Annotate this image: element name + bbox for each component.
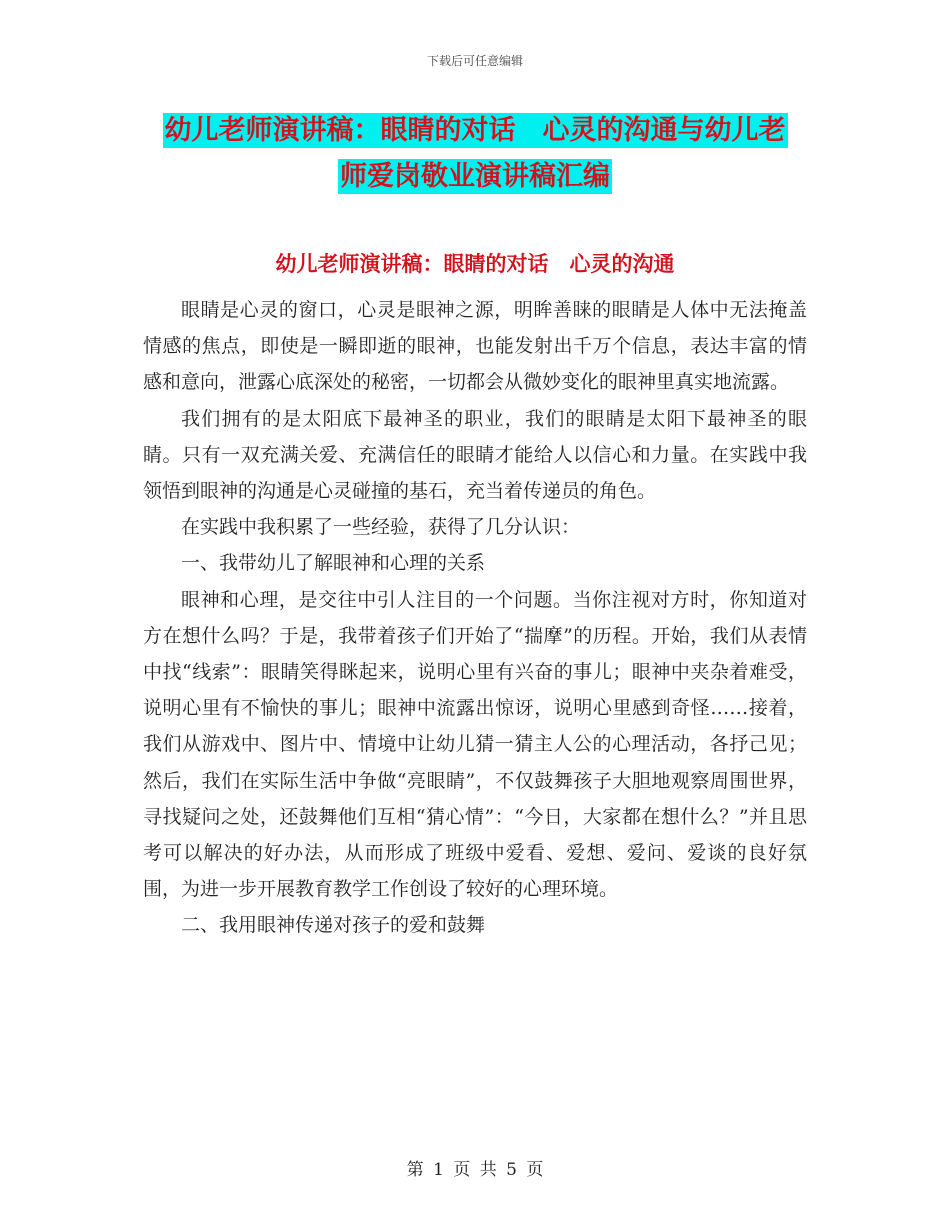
paragraph: 在实践中我积累了一些经验，获得了几分认识： bbox=[181, 516, 581, 539]
document-title-line-2: 师爱岗敬业演讲稿汇编 bbox=[340, 161, 610, 192]
paragraph: 眼神和心理，是交往中引人注目的一个问题。当你注视对方时，你知道对方在想什么吗？于是，我带着孩子们开始了“揣摩”的历程。开始，我们从表情中找“线索”：眼睛笑得眯起来，说明心里有兴奋的事儿；眼神中夹杂着难受，说明心里有不愉快的事儿；眼神中流露出惊讶，说明心里感到奇怪……接着，我们从游戏中、图片中、情境中让幼儿猜一猜主人公的心理活动，各抒己见；然后，我们在实际生活中争做“亮眼睛”，不仅鼓舞孩子大胆地观察周围世界，寻找疑问之处，还鼓舞他们互相“猜心情”：“今日，大家都在想什么？”并且思考可以解决的好办法，从而形成了班级中爱看、爱想、爱问、爱谈的良好氛围，为进一步开展教育教学工作创设了较好的心理环境。 bbox=[143, 588, 807, 901]
page-number: 第 1 页 共 5 页 bbox=[406, 1160, 544, 1180]
document-title bbox=[120, 108, 830, 200]
paragraph: 眼睛是心灵的窗口，心灵是眼神之源，明眸善睐的眼睛是人体中无法掩盖情感的焦点，即使是一瞬即逝的眼神，也能发射出千万个信息，表达丰富的情感和意向，泄露心底深处的秘密，一切都会从微妙变化的眼神里真实地流露。 bbox=[143, 299, 807, 394]
document-body bbox=[143, 292, 807, 944]
section-heading: 一、我带幼儿了解眼神和心理的关系 bbox=[181, 552, 486, 575]
header-note: 下载后可任意编辑 bbox=[426, 54, 523, 68]
paragraph: 我们拥有的是太阳底下最神圣的职业，我们的眼睛是太阳下最神圣的眼睛。只有一双充满关爱、充满信任的眼睛才能给人以信心和力量。在实践中我领悟到眼神的沟通是心灵碰撞的基石，充当着传递员的角色。 bbox=[143, 407, 807, 503]
document-title-line-1: 幼儿老师演讲稿：眼睛的对话 心灵的沟通与幼儿老 bbox=[164, 115, 786, 146]
section-heading: 二、我用眼神传递对孩子的爱和鼓舞 bbox=[181, 914, 486, 937]
section-title: 幼儿老师演讲稿：眼睛的对话 心灵的沟通 bbox=[275, 252, 675, 276]
